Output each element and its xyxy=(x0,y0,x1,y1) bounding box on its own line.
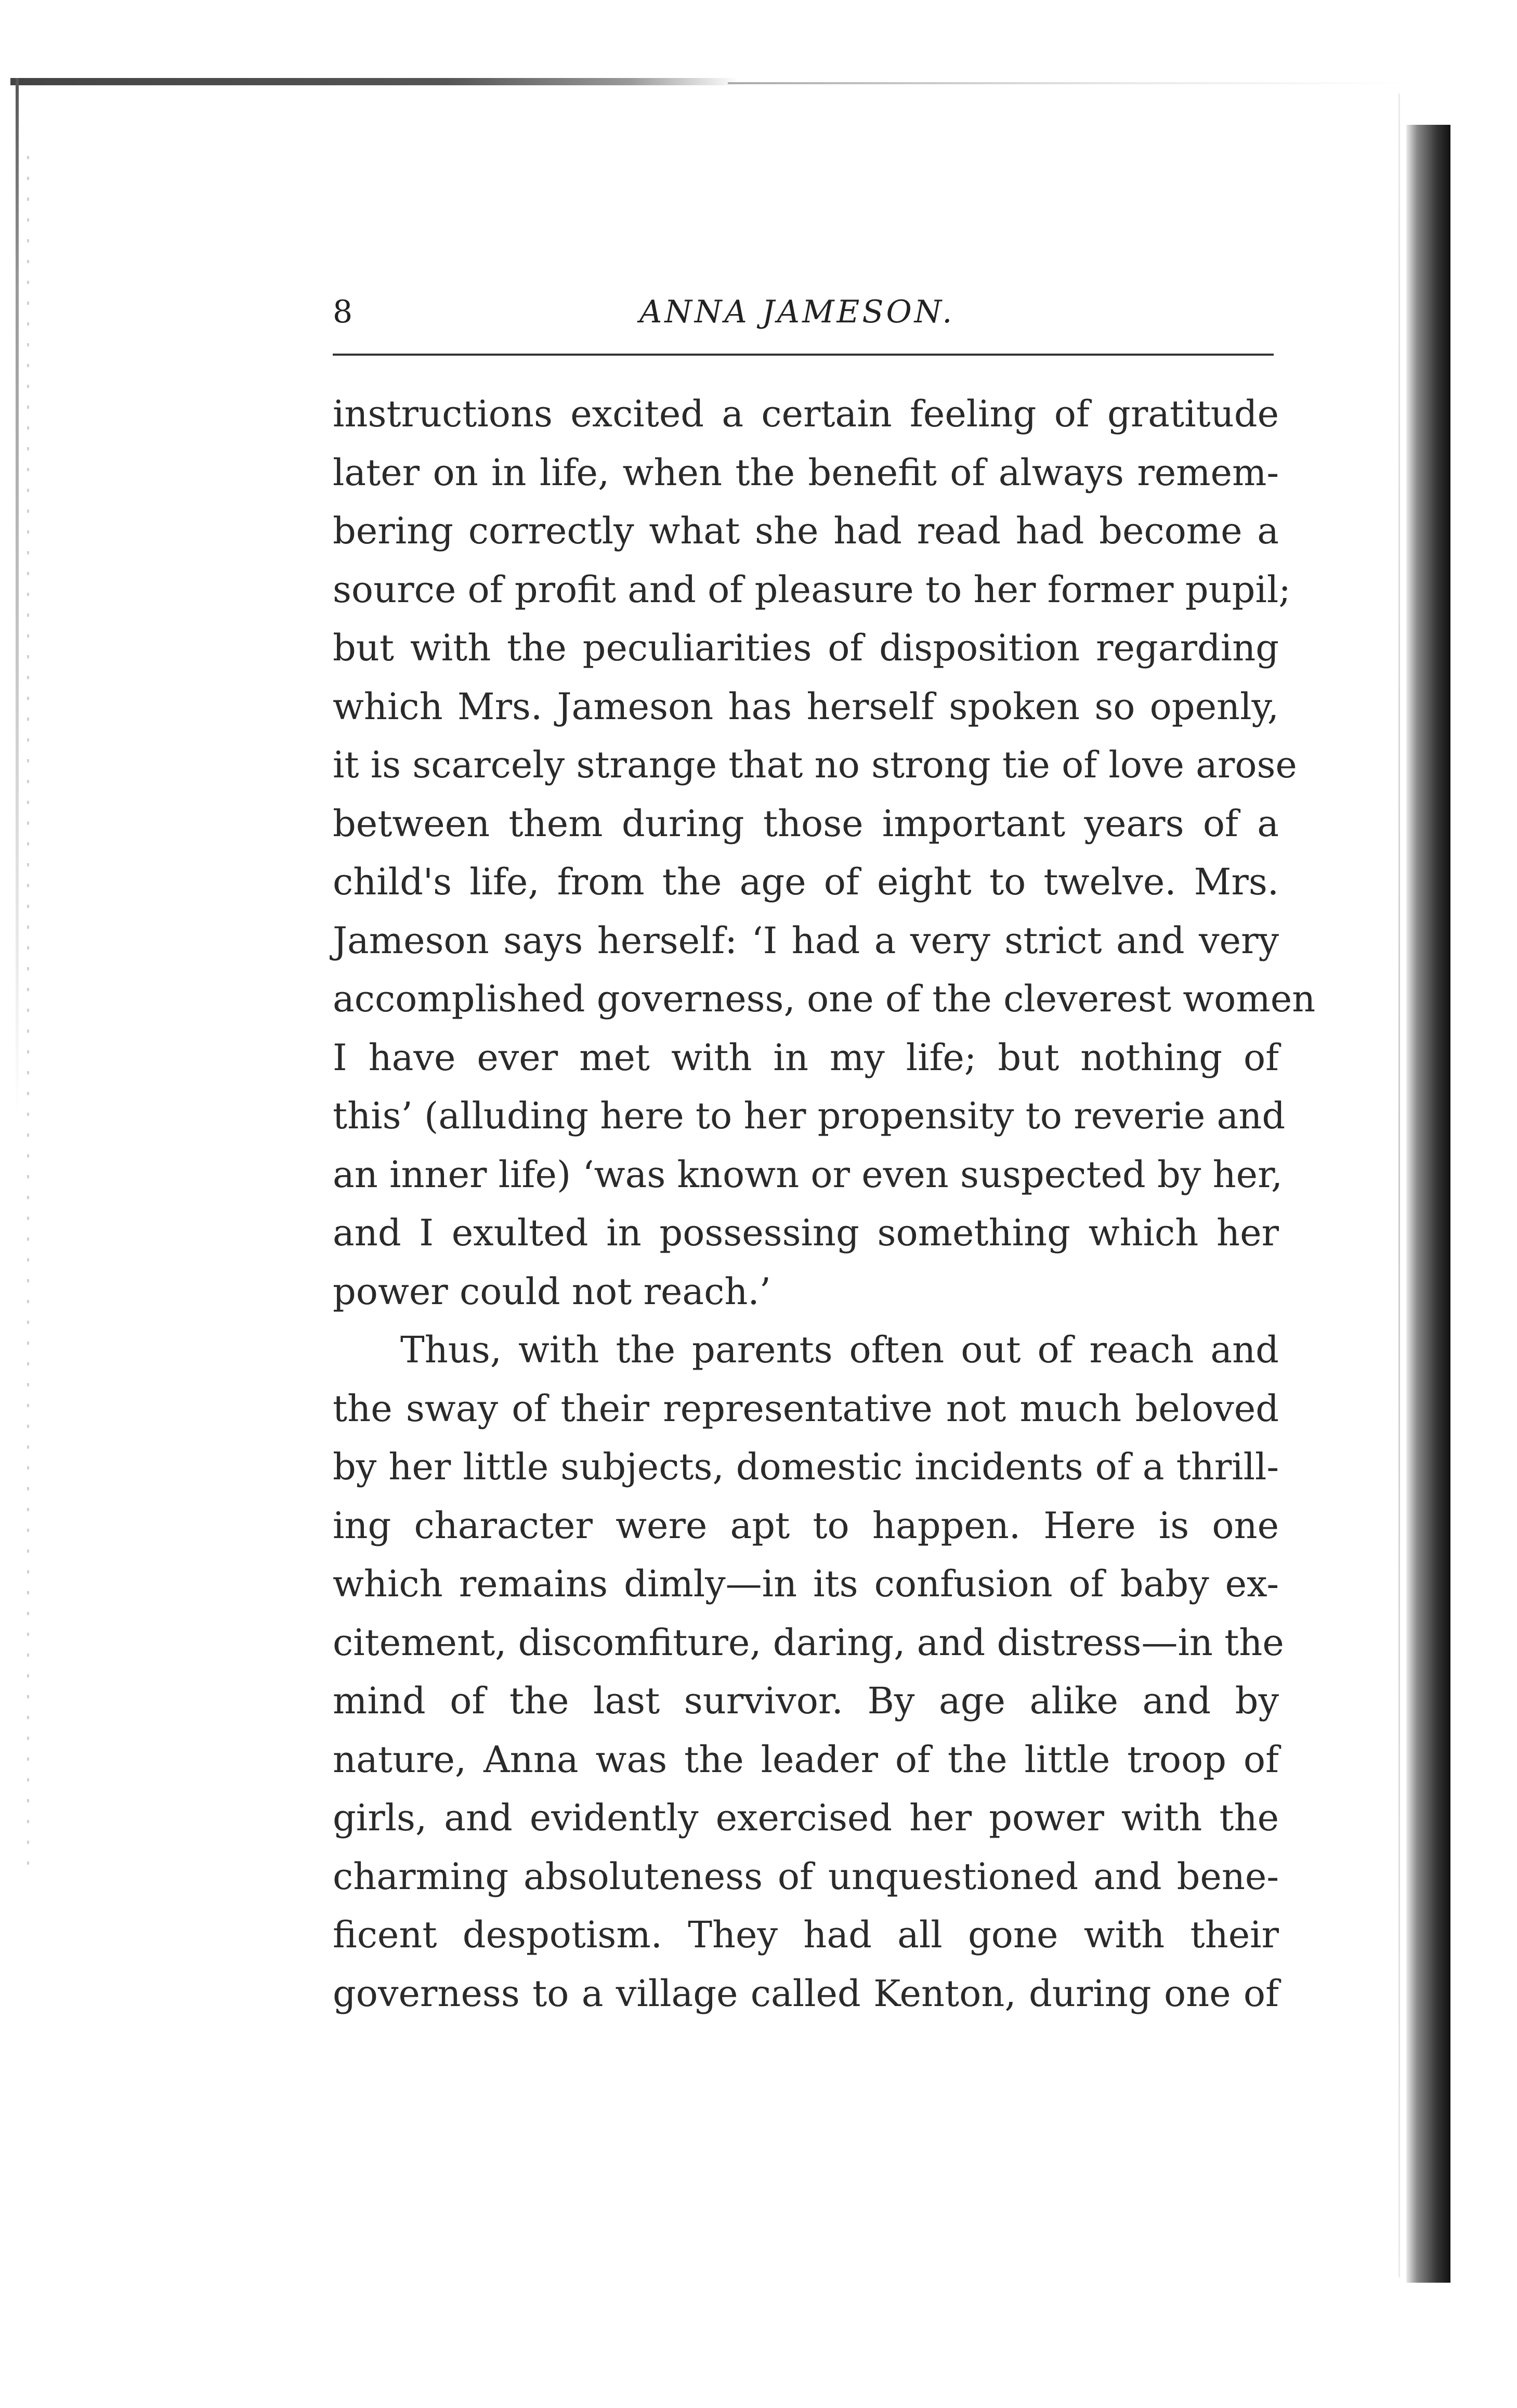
text-line: but with the peculiarities of disposition regarding xyxy=(333,627,1279,669)
text-line: instructions excited a certain feeling of gratitude xyxy=(333,393,1279,435)
text-line: citement, discomfiture, daring, and distress—in the xyxy=(333,1621,1284,1664)
text-line: this’ (alluding here to her propensity to reverie and xyxy=(333,1095,1286,1137)
text-line: girls, and evidently exercised her power with the xyxy=(333,1797,1279,1839)
text-line: by her little subjects, domestic incidents of a thrill- xyxy=(333,1446,1279,1488)
text-line: ficent despotism. They had all gone with their xyxy=(333,1914,1279,1956)
scan-left-speckle xyxy=(27,156,29,1872)
scan-page-edge-line xyxy=(1398,94,1400,2277)
text-line: mind of the last survivor. By age alike and by xyxy=(333,1680,1279,1722)
paragraph-start-line: Thus, with the parents often out of reach and xyxy=(400,1329,1279,1371)
scan-left-edge xyxy=(16,78,19,1118)
text-line: between them during those important years of a xyxy=(333,802,1279,845)
body-text xyxy=(333,385,1316,2023)
text-line: governess to a village called Kenton, during one of xyxy=(333,1972,1279,2015)
header-rule xyxy=(333,354,1274,356)
text-line: I have ever met with in my life; but nothing of xyxy=(333,1036,1279,1079)
page-header xyxy=(333,291,1268,348)
text-line: Jameson says herself: ‘I had a very strict and very xyxy=(333,919,1279,962)
scan-binding-shadow xyxy=(1406,125,1450,2283)
text-line: ing character were apt to happen. Here is one xyxy=(333,1504,1279,1547)
text-line: child's life, from the age of eight to twelve. Mrs. xyxy=(333,861,1279,903)
text-line: later on in life, when the benefit of always remem- xyxy=(333,451,1279,494)
page-number: 8 xyxy=(333,294,353,330)
text-line: which Mrs. Jameson has herself spoken so openly, xyxy=(333,685,1279,728)
scan-top-edge-faint xyxy=(728,82,1404,84)
paragraph-end-line: power could not reach.’ xyxy=(333,1270,771,1313)
text-line: accomplished governess, one of the cleverest women xyxy=(333,978,1316,1020)
scan-top-edge xyxy=(10,78,738,85)
text-line: bering correctly what she had read had become a xyxy=(333,510,1279,552)
text-line: and I exulted in possessing something which her xyxy=(333,1212,1279,1254)
text-line: nature, Anna was the leader of the little troop of xyxy=(333,1738,1279,1781)
text-line: which remains dimly—in its confusion of baby ex- xyxy=(333,1563,1279,1605)
running-head: ANNA JAMESON. xyxy=(639,294,955,330)
text-line: the sway of their representative not much beloved xyxy=(333,1387,1279,1430)
text-line: an inner life) ‘was known or even suspected by her, xyxy=(333,1153,1283,1196)
text-line: it is scarcely strange that no strong tie of love arose xyxy=(333,744,1297,786)
text-line: source of profit and of pleasure to her former pupil; xyxy=(333,568,1291,611)
text-line: charming absoluteness of unquestioned and bene- xyxy=(333,1855,1279,1898)
